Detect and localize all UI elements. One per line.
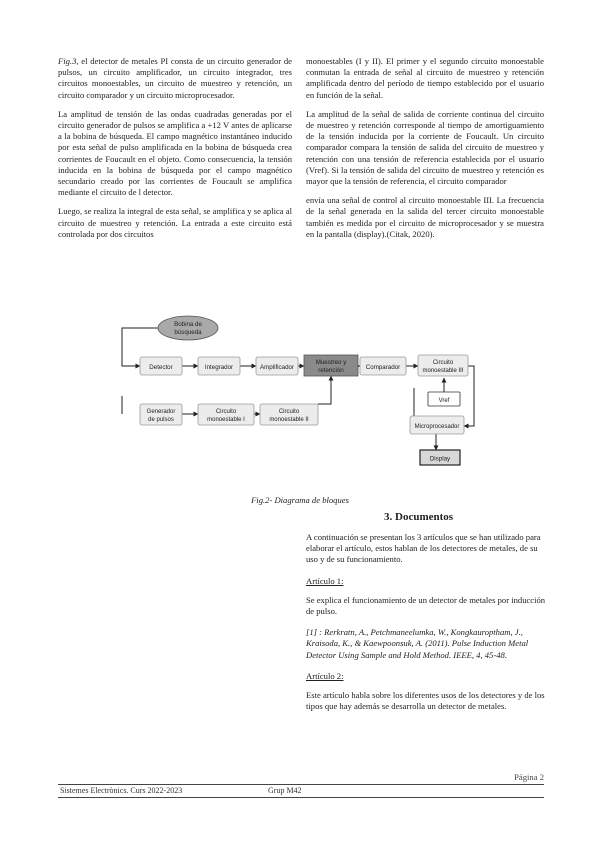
article-1-reference: [1] : Rerkratn, A., Petchmaneelumka, W., Kongkauroptham, J., Kraisoda, K., & Kaewpoonsuk, A. (2011). Pulse Induction Metal Detector Using Sample and Hold Method. IEEE, 4, 45-48. — [306, 627, 529, 660]
generador-block — [140, 404, 182, 425]
figure-caption: Fig.2- Diagrama de bloques — [251, 495, 349, 505]
bobina-label-2: búsqueda — [174, 329, 202, 336]
mono1-label-2: monoestable I — [207, 417, 245, 423]
left-paragraph-1-text: , el detector de metales PI consta de un circuito generador de pulsos, un circuito amplificador, un circuito integrador, tres circuitos monoestables, un circuito de muestreo y retención, un circuito comparador y un circuito microprocesador. — [58, 56, 292, 100]
left-paragraph-3: Luego, se realiza la integral de esta señal, se amplifica y se aplica al circuito de muestreo y retención. La entrada a este circuito está controlada por dos circuitos — [58, 206, 292, 239]
comparador-label: Comparador — [365, 364, 401, 371]
mono1-label-1: Circuito — [215, 409, 237, 415]
generador-label-2: de pulsos — [148, 417, 174, 423]
article-1-description: Se explica el funcionamiento de un detector de metales por inducción de pulso. — [306, 594, 546, 617]
right-column — [306, 56, 544, 248]
bobina-block — [158, 316, 218, 340]
left-paragraph-1 — [58, 56, 292, 101]
detector-label: Detector — [149, 364, 173, 371]
mono3-block — [418, 355, 468, 376]
block-diagram — [118, 308, 482, 474]
micro-block — [410, 416, 464, 434]
mono3-label-2: monoestable III — [422, 368, 464, 374]
footer-group: Grup M42 — [268, 786, 302, 795]
page-number: Página 2 — [514, 772, 544, 782]
mono2-block — [260, 404, 318, 425]
mono1-block — [198, 404, 254, 425]
display-label: Display — [429, 455, 451, 463]
footer-course: Sistemes Electrònics. Curs 2022-2023 — [60, 786, 183, 795]
muestreo-label-1: Muestreo y — [315, 359, 347, 366]
comparador-block — [360, 357, 406, 375]
integrador-label: Integrador — [204, 364, 234, 371]
vref-block — [428, 392, 460, 406]
right-paragraph-2: La amplitud de la señal de salida de corriente continua del circuito de muestreo y retención corresponde al tiempo de amortiguamiento de la tensión inducida por la corriente de Foucault. Un circuito comparador compara la tensión de salida del circuito de muestreo y retención con una tensión de referencia establecida por el usuario (Vref). Si la tensión de salida del circuito de muestreo y retención es mayor que la tensión de referencia, el circuito comparador — [306, 108, 544, 187]
left-column — [58, 56, 292, 248]
left-paragraph-2: La amplitud de tensión de las ondas cuadradas generadas por el circuito generador de pulsos se amplifica a +12 V antes de aplicarse a la bobina de búsqueda. El campo magnético instantáneo inducido por esta señal de pulso amplificada en la bobina de búsqueda crea corrientes de Foucault en el objeto. Como consecuencia, la tensión inducida en la bobina de búsqueda por el campo magnético secundario creado por las corrientes de Foucault se amplifica mediante el circuito de l detector. — [58, 108, 292, 198]
display-block — [420, 450, 460, 465]
article-2-description: Este artículo habla sobre los diferentes usos de los detectores y de los tipos que hay además se desarrolla un detector de metales. — [306, 690, 545, 712]
integrador-block — [198, 357, 240, 375]
article-1-title: Artículo 1: — [306, 575, 344, 586]
vref-label: Vref — [438, 398, 450, 404]
bobina-label-1: Bobina de — [174, 321, 202, 328]
right-paragraph-3: envía una señal de control al circuito monoestable III. La frecuencia de la señal generada en la salida del tercer circuito monoestable también es medida por el circuito de microprocesador y se muestra en la pantalla (display).(Citak, 2020). — [306, 195, 544, 239]
detector-block — [140, 357, 182, 375]
mono3-label-1: Circuito — [432, 360, 454, 366]
amplificador-label: Amplificador — [259, 364, 295, 371]
mono2-label-2: monoestable II — [269, 417, 309, 423]
article-2-title: Artículo 2: — [306, 670, 344, 681]
mono2-label-1: Circuito — [278, 409, 300, 415]
muestreo-label-2: retención — [318, 367, 344, 374]
amplificador-block — [256, 357, 298, 375]
figure-reference: Fig.3 — [58, 56, 77, 66]
muestreo-block — [304, 355, 358, 376]
section-title: 3. Documentos — [384, 511, 454, 523]
micro-label: Microprocesador — [414, 424, 460, 430]
arrow-mono2-muestreo — [318, 376, 331, 404]
generador-label-1: Generador — [146, 409, 176, 415]
documents-intro: A continuación se presentan los 3 artículos que se han utilizado para elaborar el artículo, estos hablan de los detectores de metales, de su uso y de su funcionamiento. — [306, 532, 541, 565]
right-paragraph-1: monoestables (I y II). El primer y el segundo circuito monoestable conmutan la entrada de señal al circuito de muestreo y retención amplificada dentro del período de tiempo establecido por el usuario en función de la señal. — [306, 56, 544, 100]
documents-section — [306, 532, 546, 722]
page-footer — [58, 784, 544, 798]
